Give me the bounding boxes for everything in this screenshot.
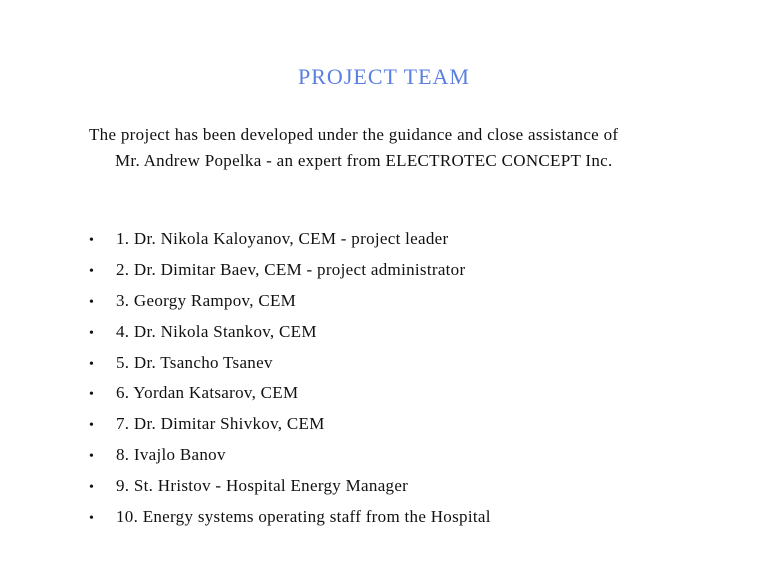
list-item <box>89 504 491 535</box>
bullet-icon: • <box>89 449 95 465</box>
list-item <box>89 319 491 350</box>
list-item <box>89 442 491 473</box>
team-member: 4. Dr. Nikola Stankov, CEM <box>116 321 317 341</box>
bullet-icon: • <box>89 387 95 403</box>
team-member: 1. Dr. Nikola Kaloyanov, CEM - project leader <box>116 229 449 248</box>
team-member: 8. Ivajlo Banov <box>116 445 226 465</box>
list-item <box>89 411 491 442</box>
intro-line-2: Mr. Andrew Popelka - an expert from ELECTROTEC CONCEPT Inc. <box>115 151 613 170</box>
team-member: 2. Dr. Dimitar Baev, CEM - project administrator <box>116 259 466 279</box>
intro-paragraph <box>89 122 689 174</box>
team-member: 3. Georgy Rampov, CEM <box>116 290 297 310</box>
bullet-icon: • <box>89 480 95 496</box>
list-item <box>89 473 491 504</box>
list-item <box>89 257 491 288</box>
team-member: 10. Energy systems operating staff from the Hospital <box>116 507 491 527</box>
bullet-icon: • <box>89 511 95 527</box>
team-list <box>89 226 491 535</box>
bullet-icon: • <box>89 263 95 279</box>
bullet-icon: • <box>89 356 95 372</box>
team-member: 9. St. Hristov - Hospital Energy Manager <box>116 476 409 496</box>
bullet-icon: • <box>89 233 95 248</box>
list-item <box>89 288 491 319</box>
team-member: 5. Dr. Tsancho Tsanev <box>116 352 273 372</box>
page-title: PROJECT TEAM <box>298 64 470 89</box>
team-member: 7. Dr. Dimitar Shivkov, CEM <box>116 414 325 434</box>
bullet-icon: • <box>89 418 95 434</box>
bullet-icon: • <box>89 325 95 341</box>
intro-line-1: The project has been developed under the guidance and close assistance of <box>89 125 619 144</box>
bullet-icon: • <box>89 294 95 310</box>
list-item <box>89 226 491 257</box>
list-item <box>89 350 491 381</box>
list-item <box>89 380 491 411</box>
team-member: 6. Yordan Katsarov, CEM <box>116 383 299 403</box>
